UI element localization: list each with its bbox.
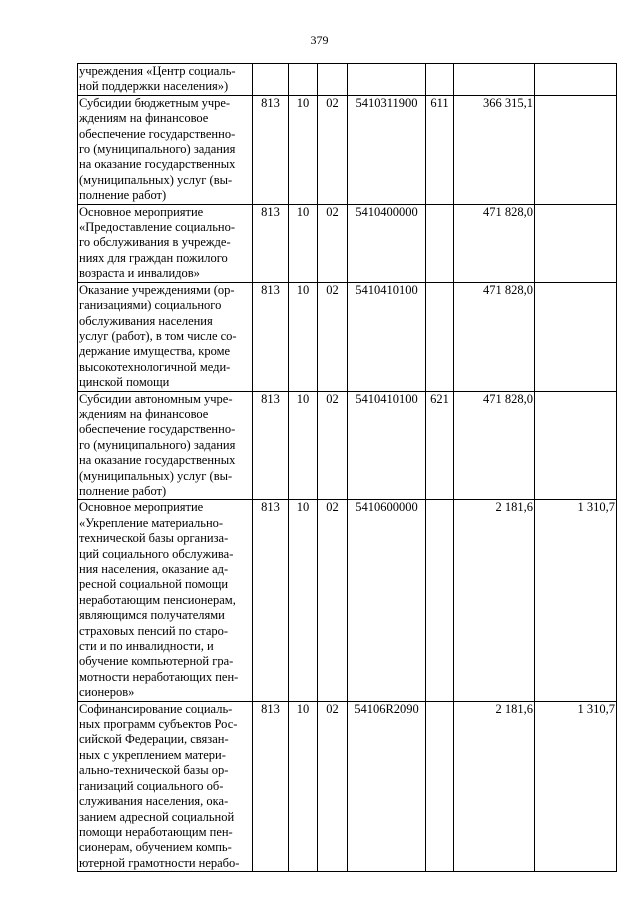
table-row <box>78 64 617 96</box>
table-row <box>78 500 617 701</box>
subsection-code: 02 <box>318 500 348 701</box>
amount-cell: 366 315,1 <box>454 95 535 204</box>
subsection-code: 02 <box>318 282 348 391</box>
expense-type-code <box>426 204 454 282</box>
table-row <box>78 282 617 391</box>
amount-cell-2 <box>535 391 617 500</box>
row-name: учреждения «Центр социаль- ной поддержки населения») <box>78 64 253 96</box>
section-code <box>289 64 318 96</box>
row-name: Оказание учреждениями (ор- ганизациями) социального обслуживания населения услуг (работ), в том числе со- держание имущества, кроме высокотехнологичной меди- цинской помощи <box>78 282 253 391</box>
section-code: 10 <box>289 204 318 282</box>
ministry-code: 813 <box>253 500 289 701</box>
target-article-code: 54106R2090 <box>348 701 426 871</box>
target-article-code: 5410410100 <box>348 282 426 391</box>
row-name: Основное мероприятие «Укрепление материально- технической базы организа- ций социального обслужива- ния населения, оказание ад- ресной социальной помощи неработающим пенсионерам, являющимся получателями страховых пенсий по старо- сти и по инвалидности, и обучение компьютерной гра- мотности неработающих пен- сионеров» <box>78 500 253 701</box>
table-row <box>78 701 617 871</box>
table-row <box>78 391 617 500</box>
subsection-code: 02 <box>318 95 348 204</box>
section-code: 10 <box>289 391 318 500</box>
amount-cell <box>454 64 535 96</box>
expense-type-code <box>426 701 454 871</box>
table-row <box>78 95 617 204</box>
amount-cell-2: 1 310,7 <box>535 500 617 701</box>
amount-cell: 2 181,6 <box>454 701 535 871</box>
expense-type-code: 611 <box>426 95 454 204</box>
budget-table <box>77 63 617 872</box>
target-article-code: 5410311900 <box>348 95 426 204</box>
target-article-code: 5410410100 <box>348 391 426 500</box>
expense-type-code <box>426 282 454 391</box>
expense-type-code <box>426 500 454 701</box>
expense-type-code: 621 <box>426 391 454 500</box>
row-name: Субсидии автономным учре- ждениям на финансовое обеспечение государственно- го (муниципального) задания на оказание государственных (муниципальных) услуг (вы- полнение работ) <box>78 391 253 500</box>
amount-cell-2 <box>535 204 617 282</box>
amount-cell-2 <box>535 64 617 96</box>
expense-type-code <box>426 64 454 96</box>
ministry-code: 813 <box>253 95 289 204</box>
ministry-code: 813 <box>253 391 289 500</box>
amount-cell-2 <box>535 282 617 391</box>
row-name: Софинансирование социаль- ных программ субъектов Рос- сийской Федерации, связан- ных с укреплением матери- ально-технической базы ор- ганизаций социального об- служивания населения, ока- занием адресной социальной помощи неработающим пен- сионерам, обучением компь- ютерной грамотности нерабо- <box>78 701 253 871</box>
target-article-code <box>348 64 426 96</box>
subsection-code: 02 <box>318 391 348 500</box>
ministry-code <box>253 64 289 96</box>
target-article-code: 5410600000 <box>348 500 426 701</box>
page-number: 379 <box>310 33 329 47</box>
subsection-code <box>318 64 348 96</box>
section-code: 10 <box>289 500 318 701</box>
row-name: Субсидии бюджетным учре- ждениям на финансовое обеспечение государственно- го (муниципального) задания на оказание государственных (муниципальных) услуг (вы- полнение работ) <box>78 95 253 204</box>
subsection-code: 02 <box>318 204 348 282</box>
section-code: 10 <box>289 701 318 871</box>
subsection-code: 02 <box>318 701 348 871</box>
amount-cell: 471 828,0 <box>454 391 535 500</box>
amount-cell: 2 181,6 <box>454 500 535 701</box>
ministry-code: 813 <box>253 701 289 871</box>
table-row <box>78 204 617 282</box>
row-name: Основное мероприятие «Предоставление социально- го обслуживания в учрежде- ниях для граждан пожилого возраста и инвалидов» <box>78 204 253 282</box>
ministry-code: 813 <box>253 282 289 391</box>
amount-cell: 471 828,0 <box>454 282 535 391</box>
amount-cell-2: 1 310,7 <box>535 701 617 871</box>
section-code: 10 <box>289 282 318 391</box>
amount-cell-2 <box>535 95 617 204</box>
amount-cell: 471 828,0 <box>454 204 535 282</box>
target-article-code: 5410400000 <box>348 204 426 282</box>
ministry-code: 813 <box>253 204 289 282</box>
section-code: 10 <box>289 95 318 204</box>
